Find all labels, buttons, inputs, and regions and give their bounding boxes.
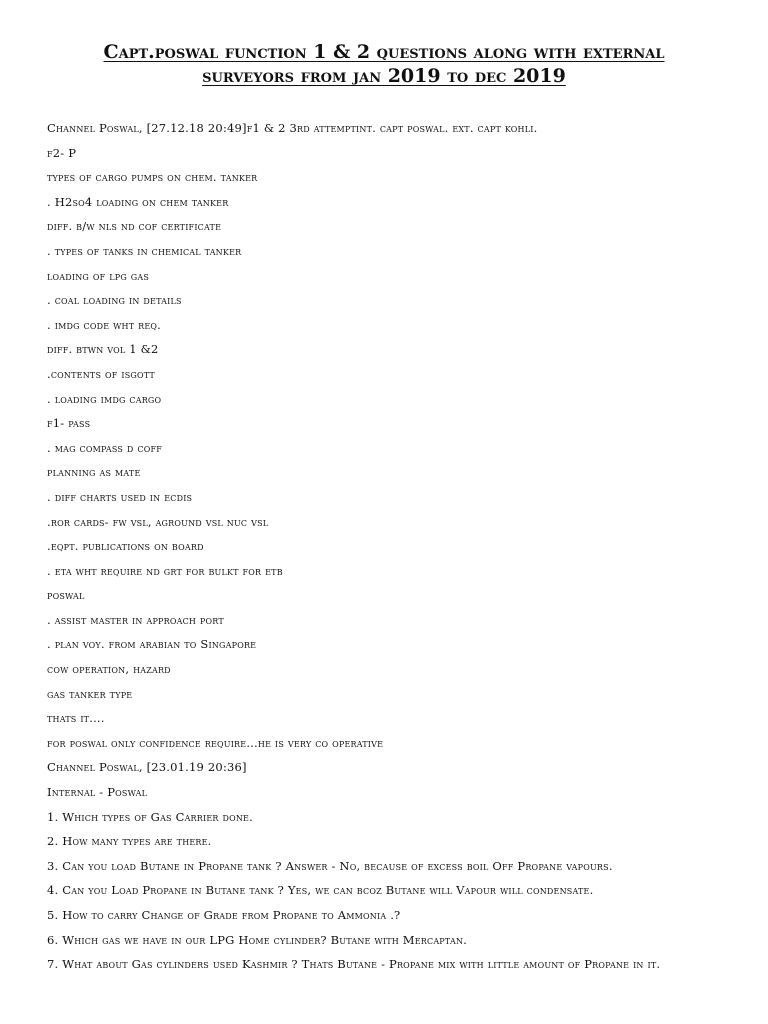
text-line: poswal bbox=[47, 588, 85, 603]
text-line: . imdg code wht req. bbox=[47, 317, 161, 332]
text-line: cow operation, hazard bbox=[47, 662, 171, 677]
text-line: .ror cards- fw vsl, aground vsl nuc vsl bbox=[47, 514, 269, 529]
text-line: 2. How many types are there. bbox=[47, 834, 212, 849]
text-line: . coal loading in details bbox=[47, 293, 182, 308]
text-line: 4. Can you Load Propane in Butane tank ? Yes, we can bcoz Butane will Vapour will condensate. bbox=[47, 883, 594, 898]
text-line: 6. Which gas we have in our LPG Home cylinder? Butane with Mercaptan. bbox=[47, 932, 468, 947]
title-line-2: surveyors from jan 2019 to dec 2019 bbox=[202, 65, 566, 87]
text-line: planning as mate bbox=[47, 465, 141, 480]
text-line: diff. btwn vol 1 &2 bbox=[47, 342, 159, 357]
text-line: diff. b/w nls nd cof certificate bbox=[47, 219, 222, 234]
document-body bbox=[47, 121, 737, 982]
text-line: . assist master in approach port bbox=[47, 612, 224, 627]
text-line: . plan voy. from arabian to Singapore bbox=[47, 637, 257, 652]
text-line: f2- P bbox=[47, 145, 77, 160]
text-line: for poswal only confidence require...he is very co operative bbox=[47, 735, 384, 750]
title-line-1: Capt.poswal function 1 & 2 questions along with external bbox=[103, 41, 665, 63]
text-line: . mag compass d coff bbox=[47, 440, 162, 455]
text-line: gas tanker type bbox=[47, 686, 133, 701]
text-line: types of cargo pumps on chem. tanker bbox=[47, 170, 258, 185]
text-line: 1. Which types of Gas Carrier done. bbox=[47, 809, 253, 824]
text-line: .eqpt. publications on board bbox=[47, 539, 204, 554]
text-line: 7. What about Gas cylinders used Kashmir ? Thats Butane - Propane mix with little amount of Propane in it. bbox=[47, 957, 661, 972]
text-line: . eta wht require nd grt for bulkt for etb bbox=[47, 563, 283, 578]
text-line: Channel Poswal, [23.01.19 20:36] bbox=[47, 760, 247, 775]
text-line: Channel Poswal, [27.12.18 20:49]f1 & 2 3rd attemptint. capt poswal. ext. capt kohli. bbox=[47, 121, 538, 135]
text-line: 5. How to carry Change of Grade from Propane to Ammonia .? bbox=[47, 908, 401, 922]
text-line: thats it.... bbox=[47, 711, 105, 726]
text-line: . types of tanks in chemical tanker bbox=[47, 243, 242, 258]
text-line: . diff charts used in ecdis bbox=[47, 489, 193, 504]
text-line: 3. Can you load Butane in Propane tank ? Answer - No, because of excess boil Off Propane vapours. bbox=[47, 858, 613, 873]
text-line: Internal - Poswal bbox=[47, 785, 148, 800]
text-line: . loading imdg cargo bbox=[47, 391, 162, 406]
text-line: . H2so4 loading on chem tanker bbox=[47, 194, 229, 209]
text-line: loading of lpg gas bbox=[47, 268, 150, 283]
text-line: .contents of isgott bbox=[47, 366, 155, 381]
document-title bbox=[60, 40, 708, 88]
text-line: f1- pass bbox=[47, 416, 91, 431]
